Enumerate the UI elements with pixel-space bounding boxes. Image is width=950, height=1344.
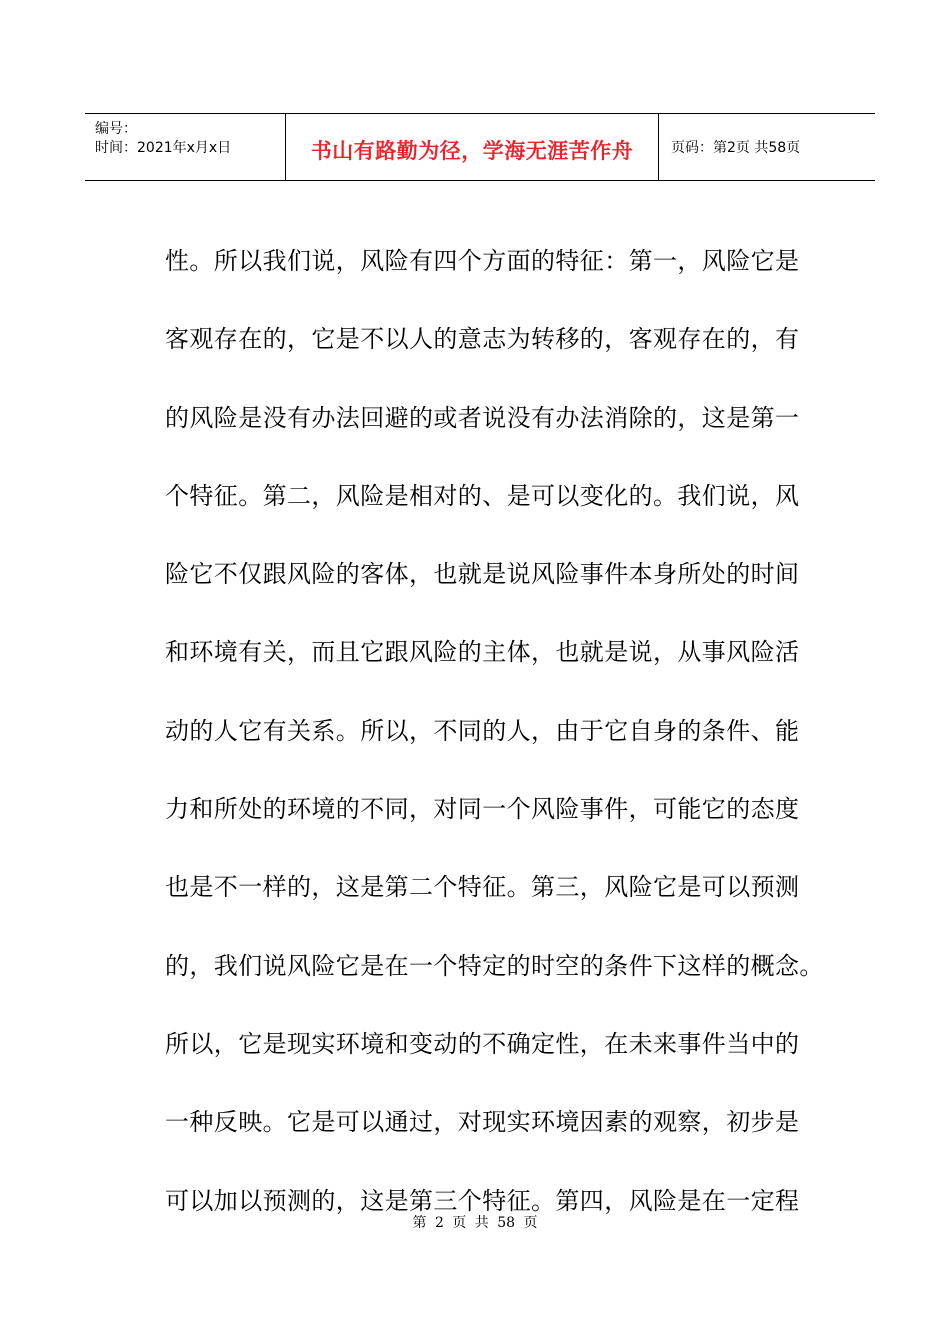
body-line: 险它不仅跟风险的客体，也就是说风险事件本身所处的时间 [165, 560, 800, 589]
body-text [165, 222, 824, 1240]
header-motto: 书山有路勤为径，学海无涯苦作舟 [310, 139, 634, 163]
document-number-label: 编号： [95, 121, 137, 137]
body-line: 个特征。第二，风险是相对的、是可以变化的。我们说，风 [165, 481, 800, 510]
body-line: 力和所处的环境的不同，对同一个风险事件，可能它的态度 [165, 795, 800, 824]
body-line: 客观存在的，它是不以人的意志为转移的，客观存在的，有 [165, 325, 800, 354]
header-page-cell [659, 114, 875, 180]
body-line: 所以，它是现实环境和变动的不确定性，在未来事件当中的 [165, 1029, 800, 1058]
document-header [85, 113, 875, 181]
body-line: 动的人它有关系。所以，不同的人，由于它自身的条件、能 [165, 716, 800, 745]
body-line: 的，我们说风险它是在一个特定的时空的条件下这样的概念。 [165, 951, 824, 980]
body-line: 和环境有关，而且它跟风险的主体，也就是说，从事风险活 [165, 638, 800, 667]
body-line: 的风险是没有办法回避的或者说没有办法消除的，这是第一 [165, 403, 800, 432]
document-time-label: 时间：2021年x月x日 [95, 140, 232, 156]
body-line: 性。所以我们说，风险有四个方面的特征：第一，风险它是 [165, 247, 800, 275]
body-line: 一种反映。它是可以通过，对现实环境因素的观察，初步是 [165, 1108, 800, 1137]
body-line: 也是不一样的，这是第二个特征。第三，风险它是可以预测 [165, 873, 800, 902]
body-line: 可以加以预测的，这是第三个特征。第四，风险是在一定程 [165, 1186, 800, 1215]
page-footer: 第 2 页 共 58 页 [412, 1215, 538, 1231]
header-motto-cell [286, 114, 659, 180]
header-page-info: 页码：第2页 共58页 [671, 140, 801, 156]
header-meta-cell [85, 114, 286, 180]
